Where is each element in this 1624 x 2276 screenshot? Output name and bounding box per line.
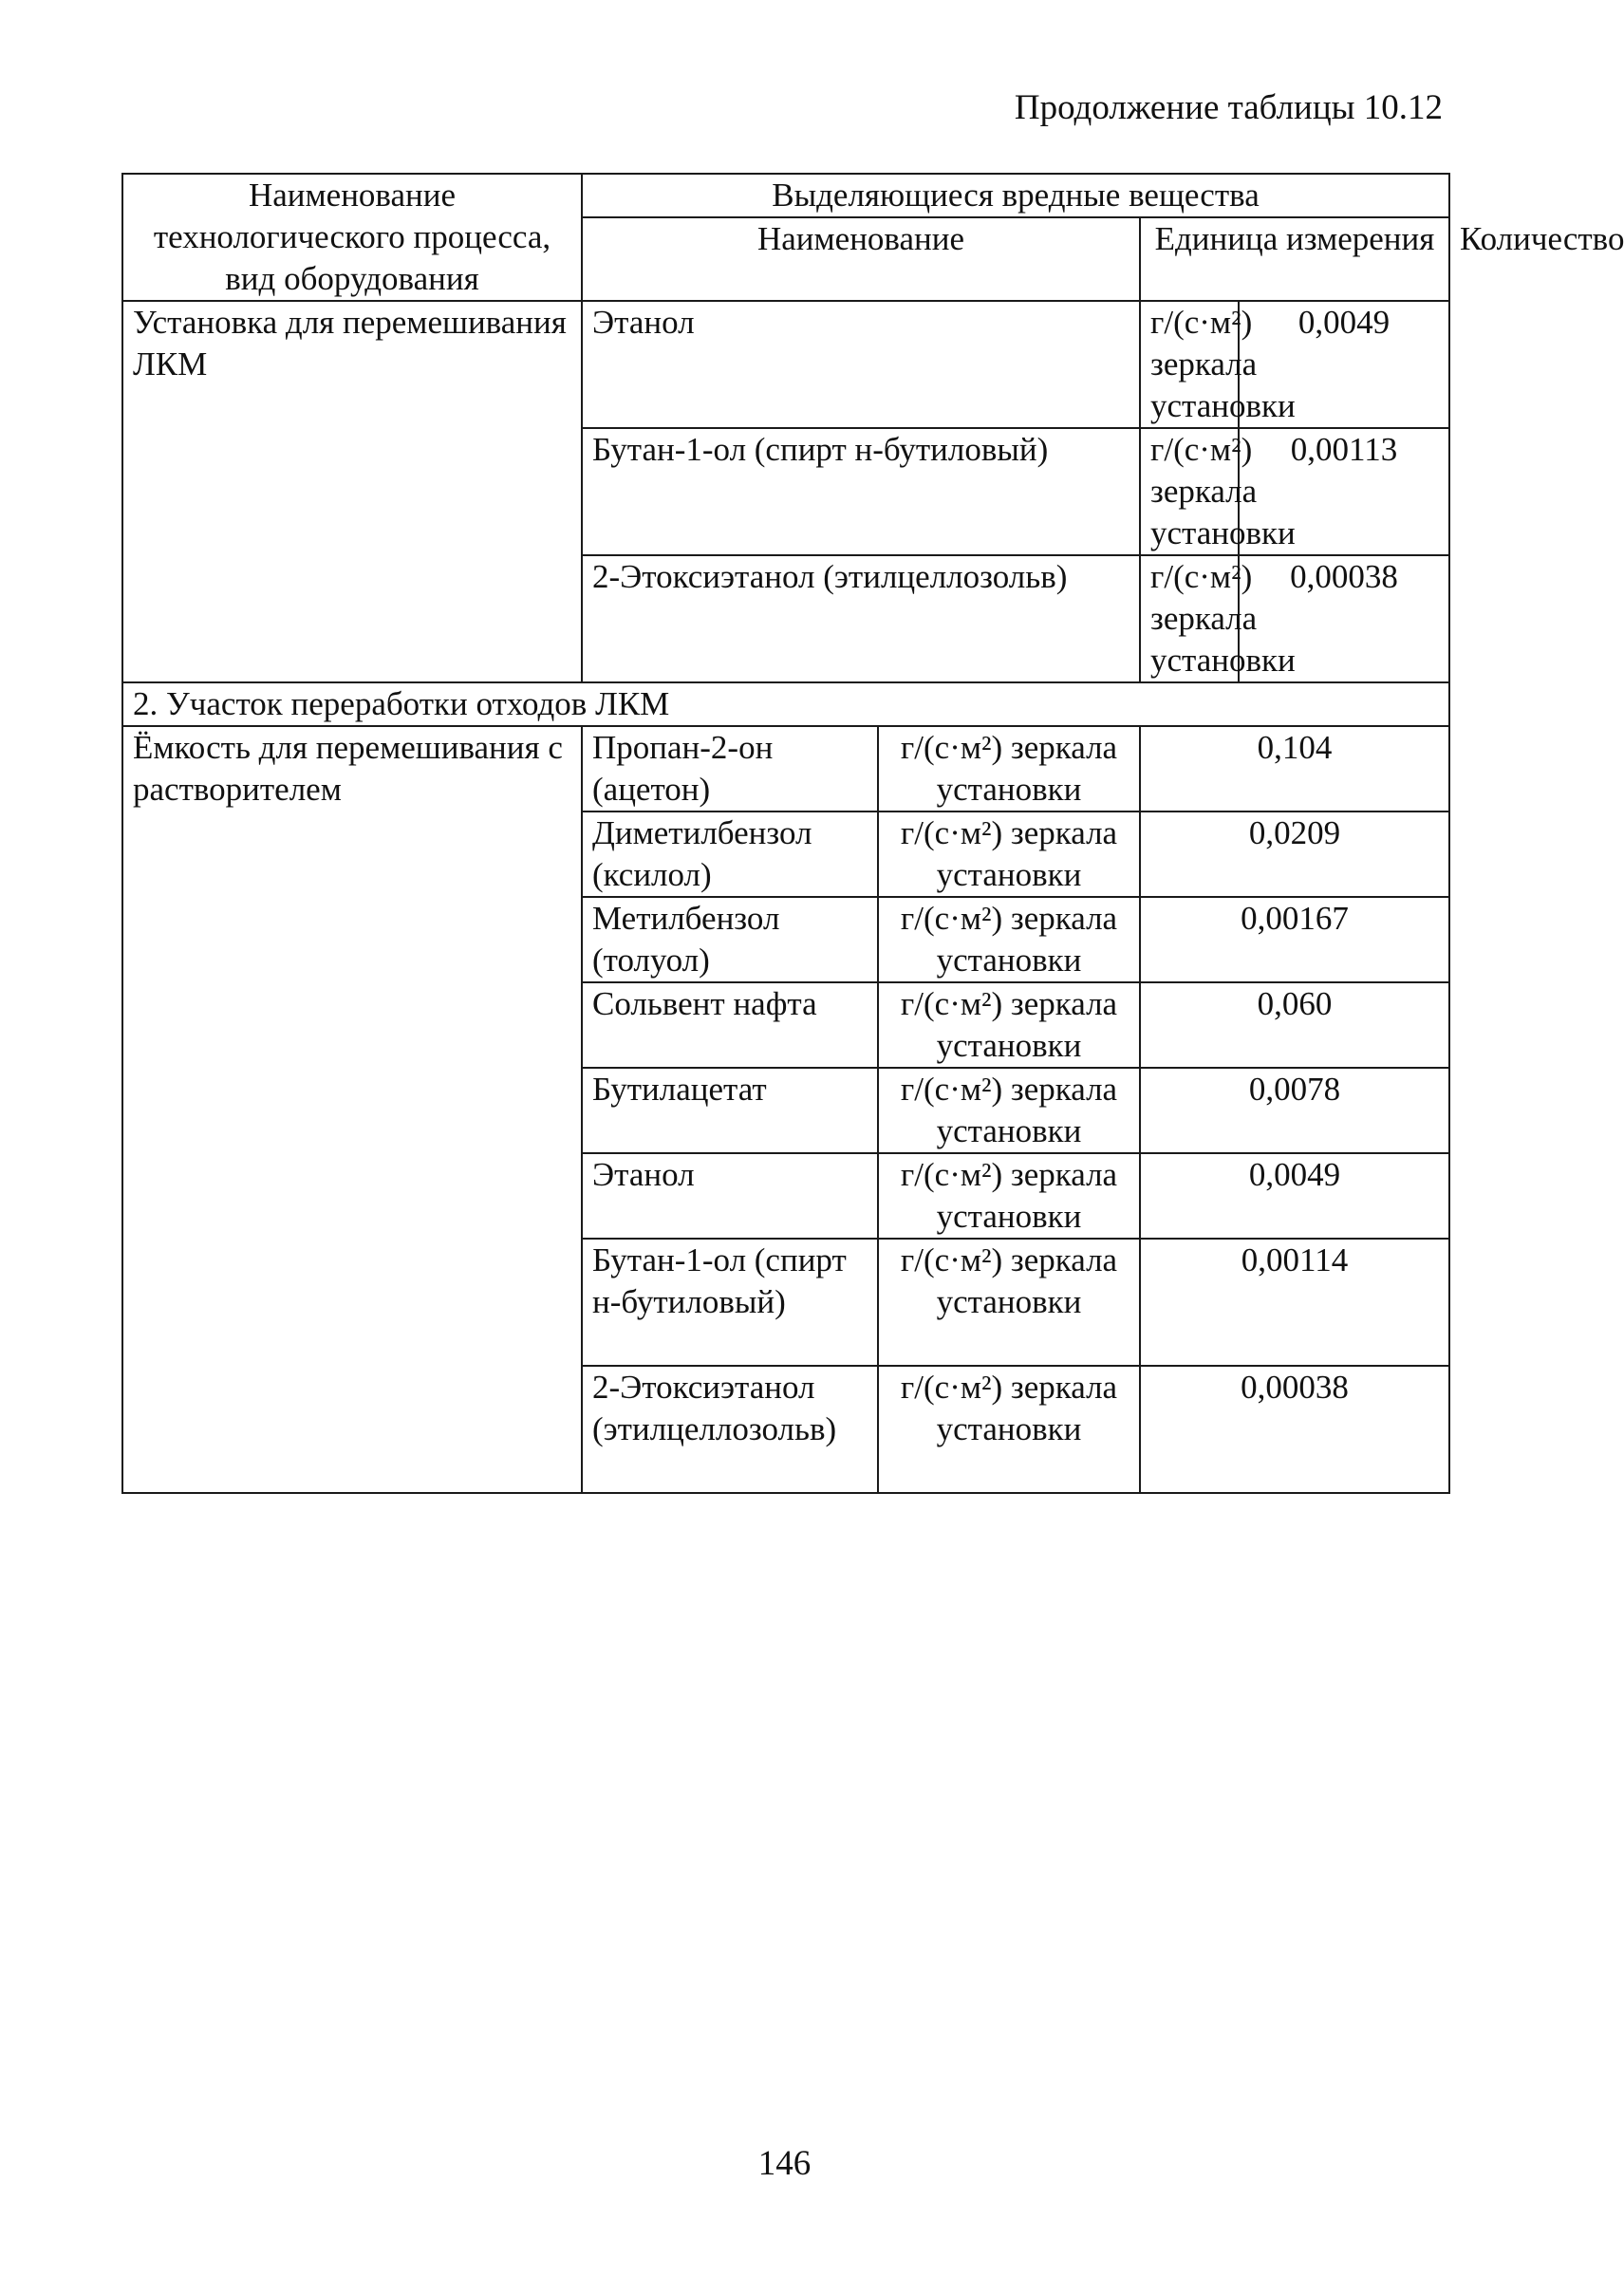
substance-name-cell: 2-Этоксиэтанол (этилцеллозольв): [582, 1366, 878, 1493]
section2-process-cell: Ёмкость для перемешивания с растворителем: [122, 726, 582, 1493]
table-header-row: [122, 174, 1449, 217]
table-row: [122, 726, 1449, 812]
unit-cell: г/(с·м²) зеркала установки: [1140, 301, 1239, 428]
unit-cell: г/(с·м²) зеркала установки: [878, 1153, 1140, 1239]
header-unit-cell: Единица измерения: [1140, 217, 1449, 301]
block1-process-cell: Установка для перемешивания ЛКМ: [122, 301, 582, 682]
table-continuation-heading: Продолжение таблицы 10.12: [1014, 88, 1443, 127]
substance-name-cell: Бутан-1-ол (спирт н-бутиловый): [582, 428, 1140, 555]
qty-cell: 0,0049: [1140, 1153, 1449, 1239]
substance-name-cell: Этанол: [582, 1153, 878, 1239]
section-title-row: [122, 682, 1449, 726]
substance-name-cell: Бутилацетат: [582, 1068, 878, 1153]
qty-cell: 0,060: [1140, 982, 1449, 1068]
unit-cell: г/(с·м²) зеркала установки: [878, 897, 1140, 982]
header-process-cell: Наименование технологического процесса, вид оборудования: [122, 174, 582, 301]
substance-name-cell: Этанол: [582, 301, 1140, 428]
substance-name-cell: Метилбензол (толуол): [582, 897, 878, 982]
unit-cell: г/(с·м²) зеркала установки: [878, 726, 1140, 812]
qty-cell: 0,00038: [1239, 555, 1449, 682]
unit-cell: г/(с·м²) зеркала установки: [878, 982, 1140, 1068]
qty-cell: 0,00038: [1140, 1366, 1449, 1493]
table-subheader-row: Наименование Единица измерения Количество: [122, 217, 1449, 301]
unit-cell: г/(с·м²) зеркала установки: [878, 1068, 1140, 1153]
qty-cell: 0,0209: [1140, 812, 1449, 897]
substance-name-cell: Диметилбензол (ксилол): [582, 812, 878, 897]
substance-name-cell: Пропан-2-он (ацетон): [582, 726, 878, 812]
table-row: [122, 301, 1449, 428]
unit-cell: г/(с·м²) зеркала установки: [878, 1239, 1140, 1366]
qty-cell: 0,104: [1140, 726, 1449, 812]
qty-cell: 0,00113: [1239, 428, 1449, 555]
unit-cell: г/(с·м²) зеркала установки: [1140, 428, 1239, 555]
unit-cell: г/(с·м²) зеркала установки: [878, 812, 1140, 897]
emissions-table: [121, 173, 1624, 1494]
substance-name-cell: Сольвент нафта: [582, 982, 878, 1068]
page-number: 146: [757, 2144, 812, 2183]
qty-cell: 0,00114: [1140, 1239, 1449, 1366]
qty-cell: 0,00167: [1140, 897, 1449, 982]
header-name-cell: Наименование: [582, 217, 1140, 301]
substance-name-cell: 2-Этоксиэтанол (этилцеллозольв): [582, 555, 1140, 682]
header-group-cell: Выделяющиеся вредные вещества: [582, 174, 1449, 217]
section-2-title: 2. Участок переработки отходов ЛКМ: [122, 682, 1449, 726]
unit-cell: г/(с·м²) зеркала установки: [878, 1366, 1140, 1493]
unit-cell: г/(с·м²) зеркала установки: [1140, 555, 1239, 682]
qty-cell: 0,0078: [1140, 1068, 1449, 1153]
substance-name-cell: Бутан-1-ол (спирт н-бутиловый): [582, 1239, 878, 1366]
qty-cell: 0,0049: [1239, 301, 1449, 428]
